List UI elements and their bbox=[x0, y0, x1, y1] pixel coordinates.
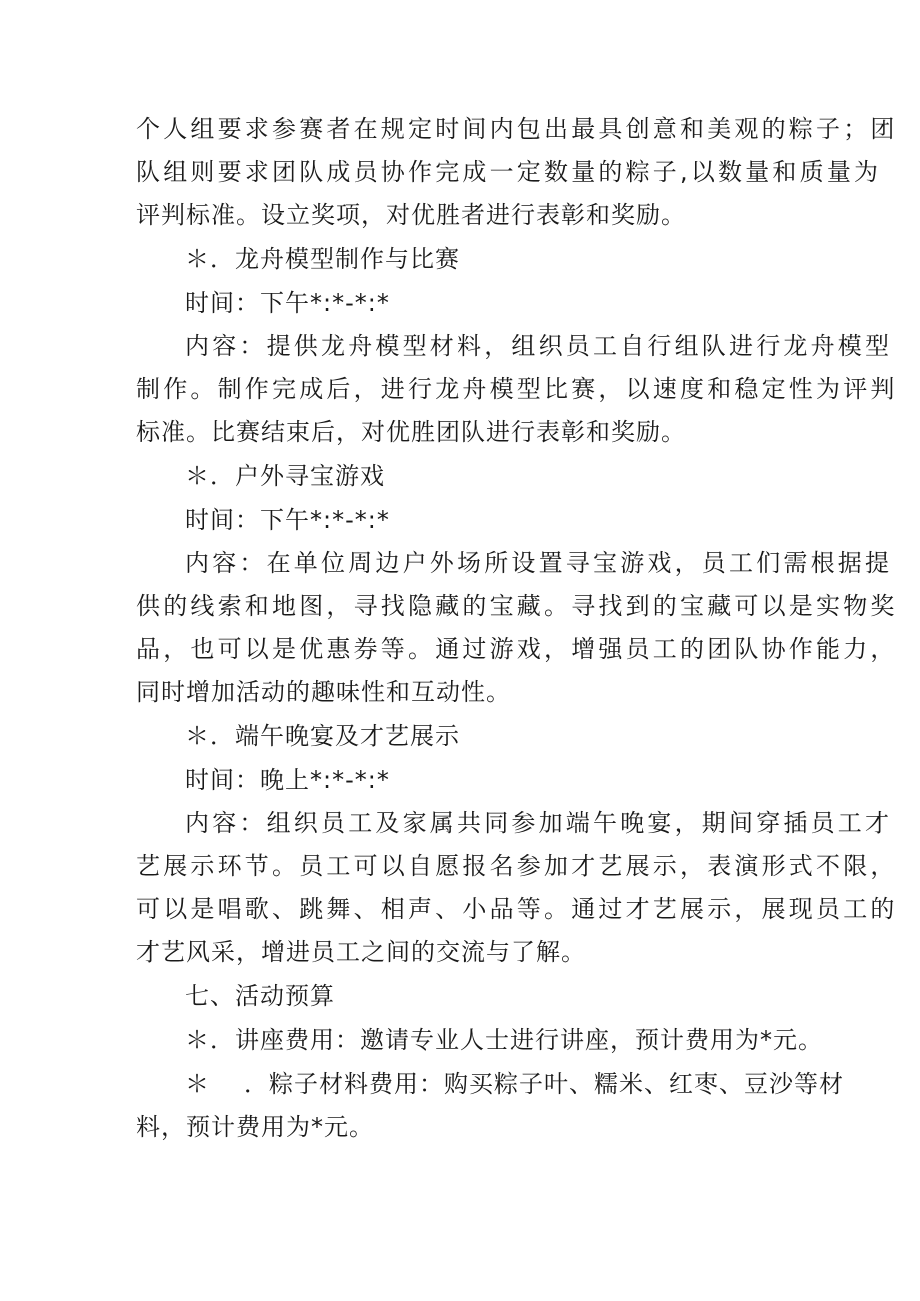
section-heading: 七、活动预算 bbox=[185, 982, 335, 1010]
section-heading: ＊．龙舟模型制作与比赛 bbox=[185, 245, 460, 273]
paragraph-line: 标准。比赛结束后，对优胜团队进行表彰和奖励。 bbox=[136, 418, 686, 446]
paragraph-line: 艺展示环节。员工可以自愿报名参加才艺展示，表演形式不限， bbox=[136, 852, 898, 880]
section-heading: ＊．户外寻宝游戏 bbox=[185, 462, 385, 490]
paragraph-line: 品，也可以是优惠券等。通过游戏，增强员工的团队协作能力， bbox=[136, 635, 898, 663]
budget-item-text: ．粽子材料费用：购买粽子叶、糯米、红枣、豆沙等材 bbox=[244, 1070, 844, 1098]
paragraph-line: 可以是唱歌、跳舞、相声、小品等。通过才艺展示，展现员工的 bbox=[136, 895, 898, 923]
paragraph-line: 个人组要求参赛者在规定时间内包出最具创意和美观的粽子；团 bbox=[136, 115, 898, 143]
time-line: 时间：下午*:*-*:* bbox=[185, 506, 390, 534]
budget-item: ＊．讲座费用：邀请专业人士进行讲座，预计费用为*元。 bbox=[185, 1026, 823, 1054]
time-line: 时间：下午*:*-*:* bbox=[185, 289, 390, 317]
paragraph-line: 同时增加活动的趣味性和互动性。 bbox=[136, 678, 511, 706]
time-line: 时间：晚上*:*-*:* bbox=[185, 766, 390, 794]
budget-item bbox=[185, 1067, 844, 1101]
paragraph-line: 内容：提供龙舟模型材料，组织员工自行组队进行龙舟模型 bbox=[185, 332, 893, 360]
section-heading: ＊．端午晚宴及才艺展示 bbox=[185, 722, 460, 750]
paragraph-line: 评判标准。设立奖项，对优胜者进行表彰和奖励。 bbox=[136, 201, 686, 229]
paragraph-line: 料，预计费用为*元。 bbox=[136, 1113, 374, 1141]
paragraph-line: 内容：在单位周边户外场所设置寻宝游戏，员工们需根据提 bbox=[185, 549, 893, 577]
paragraph-line: 才艺风采，增进员工之间的交流与了解。 bbox=[136, 938, 586, 966]
paragraph-line: 队组则要求团队成员协作完成一定数量的粽子,以数量和质量为 bbox=[136, 158, 882, 186]
budget-item-marker: ＊ bbox=[185, 1070, 210, 1098]
paragraph-line: 供的线索和地图，寻找隐藏的宝藏。寻找到的宝藏可以是实物奖 bbox=[136, 592, 898, 620]
paragraph-line: 内容：组织员工及家属共同参加端午晚宴，期间穿插员工才 bbox=[185, 809, 893, 837]
paragraph-line: 制作。制作完成后，进行龙舟模型比赛，以速度和稳定性为评判 bbox=[136, 375, 898, 403]
